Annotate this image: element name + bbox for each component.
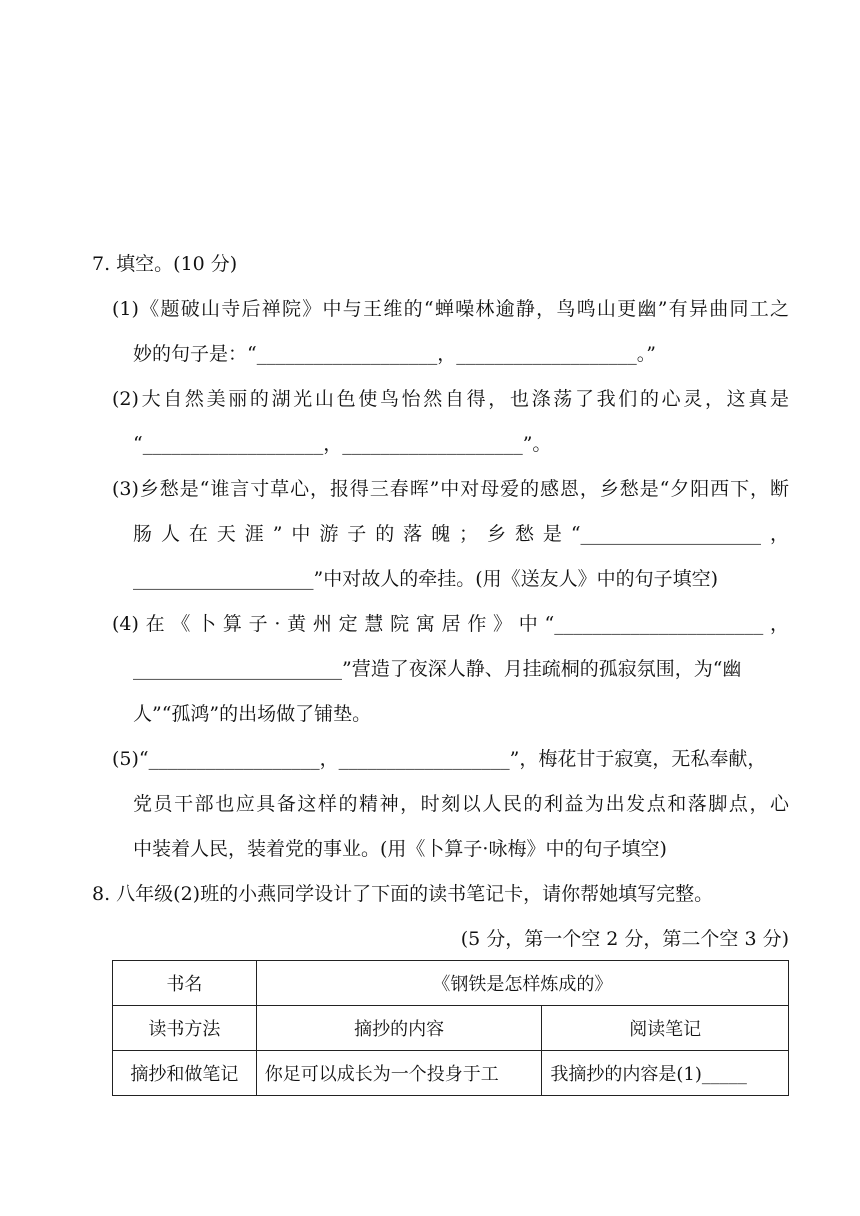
table-row (113, 1051, 789, 1096)
notes-cell[interactable]: 我摘抄的内容是(1)_____ (542, 1051, 789, 1096)
q7-item-1-line-2: 妙的句子是：“___________________，___________________。” (133, 343, 656, 365)
q7-item-2-line-1: (2)大自然美丽的湖光山色使鸟怡然自得，也涤荡了我们的心灵，这真是 (112, 388, 789, 410)
q7-item-5-line-2: 党员干部也应具备这样的精神，时刻以人民的利益为出发点和落脚点，心 (133, 793, 789, 815)
table-row (113, 961, 789, 1006)
q7-item-5-line-3: 中装着人民，装着党的事业。(用《卜算子·咏梅》中的句子填空) (133, 838, 667, 860)
q7-item-3-line-3: ___________________”中对故人的牵挂。(用《送友人》中的句子填空) (133, 568, 719, 590)
book-name-value: 《钢铁是怎样炼成的》 (256, 961, 788, 1006)
question-8-score: (5 分，第一个空 2 分，第二个空 3 分) (460, 928, 789, 950)
q7-item-4-line-2: ______________________”营造了夜深人静、月挂疏桐的孤寂氛围，为“幽 (133, 658, 742, 680)
q7-item-5-line-1: (5)“__________________，__________________”，梅花甘于寂寞，无私奉献， (112, 748, 767, 770)
q7-item-4-line-1: (4)在《卜算子·黄州定慧院寓居作》中“______________________， (112, 613, 789, 635)
q7-item-4-line-3: 人”“孤鸿”的出场做了铺垫。 (133, 703, 372, 725)
book-name-label: 书名 (113, 961, 257, 1006)
question-7-title: 7. 填空。(10 分) (92, 253, 238, 275)
q7-item-1-line-1: (1)《题破山寺后禅院》中与王维的“蝉噪林逾静，鸟鸣山更幽”有异曲同工之 (112, 298, 789, 320)
question-8-title: 8. 八年级(2)班的小燕同学设计了下面的读书笔记卡，请你帮她填写完整。 (92, 883, 714, 905)
method-header: 读书方法 (113, 1006, 257, 1051)
table-row (113, 1006, 789, 1051)
excerpt-cell: 你足可以成长为一个投身于工 (256, 1051, 542, 1096)
excerpt-header: 摘抄的内容 (256, 1006, 542, 1051)
q7-item-3-line-2: 肠人在天涯”中游子的落魄；乡愁是“___________________， (133, 523, 789, 545)
q7-item-3-line-1: (3)乡愁是“谁言寸草心，报得三春晖”中对母爱的感恩，乡愁是“夕阳西下，断 (112, 478, 789, 500)
reading-note-card (112, 960, 789, 1096)
notes-header: 阅读笔记 (542, 1006, 789, 1051)
method-cell: 摘抄和做笔记 (113, 1051, 257, 1096)
q7-item-2-line-2: “___________________，___________________”。 (133, 433, 552, 455)
